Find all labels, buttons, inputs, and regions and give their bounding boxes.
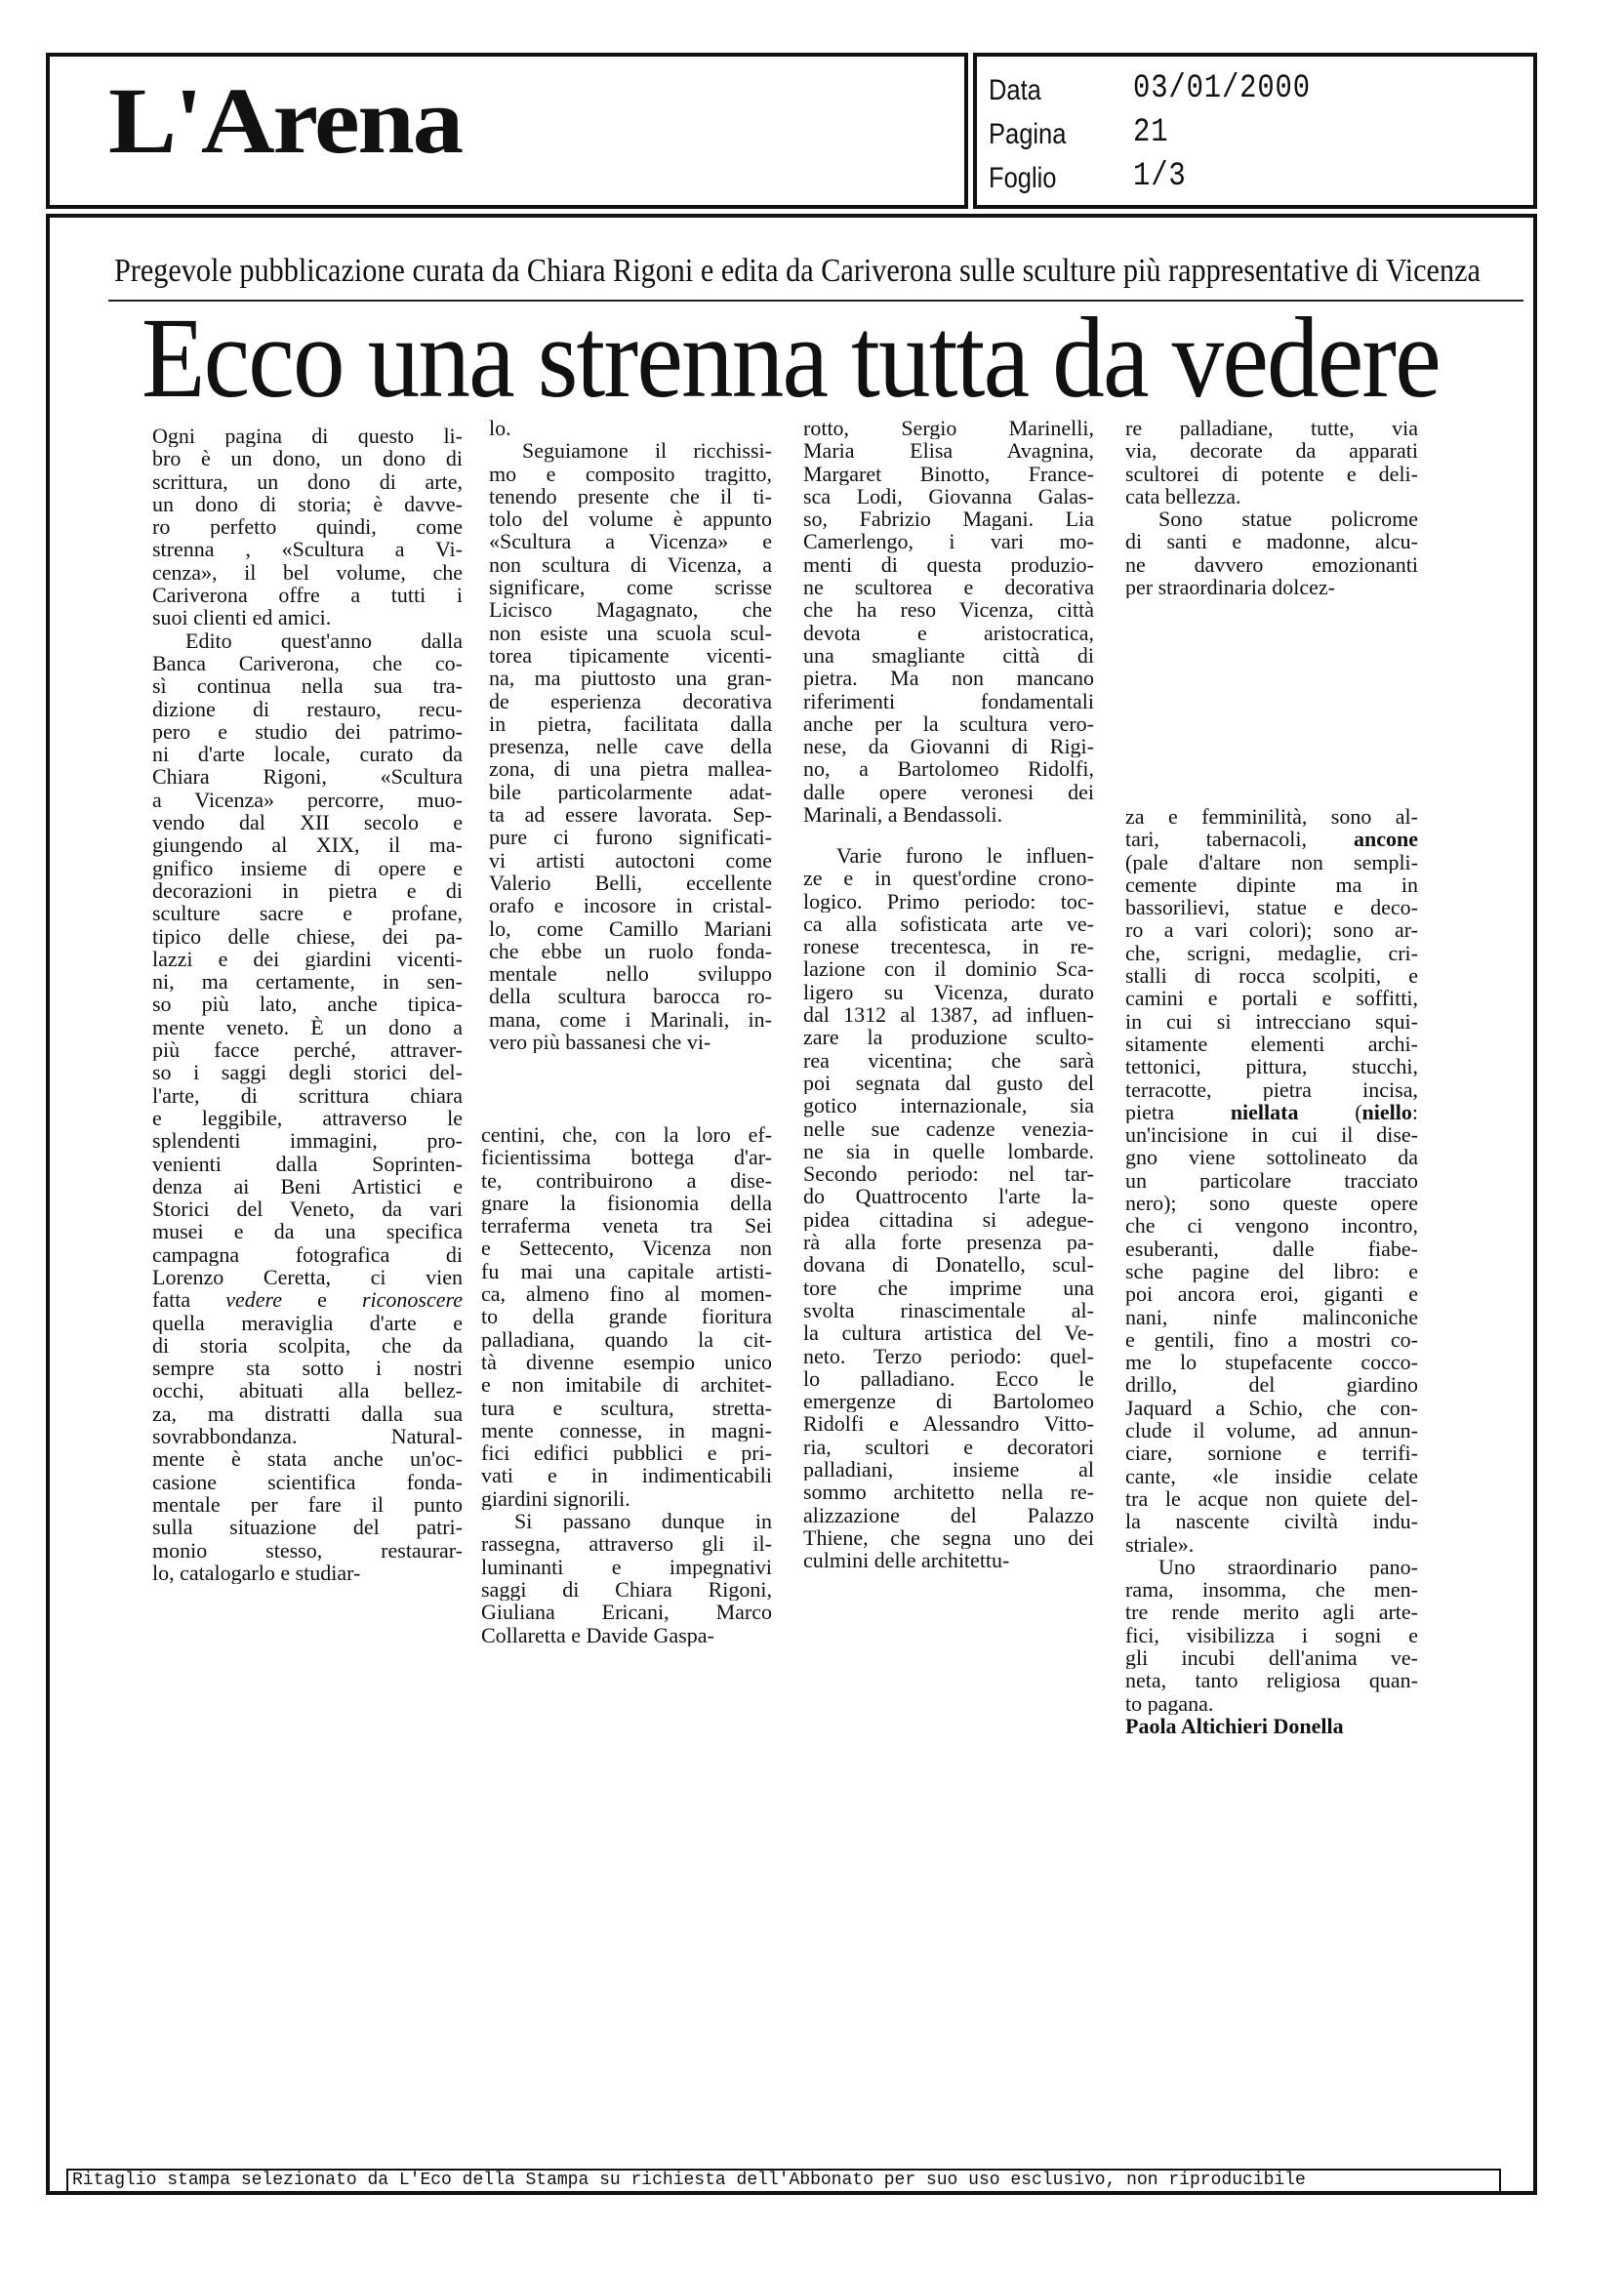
text-line: nese, da Giovanni di Rigi- — [803, 735, 1094, 758]
text-line: to della grande fioritura — [481, 1305, 772, 1328]
text-line: torea tipicamente vicenti- — [489, 643, 772, 668]
column-block — [152, 425, 463, 1584]
text-line: e gentili, fino a mostri co- — [1125, 1327, 1418, 1352]
article-headline: Ecco una strenna tutta da vedere — [142, 294, 1440, 422]
text-line: palladiana, quando la cit- — [481, 1327, 772, 1351]
text-line: gotico internazionale, sia — [803, 1094, 1094, 1117]
text-line: sculture sacre e profane, — [152, 902, 463, 925]
text-line: la nascente civiltà indu- — [1125, 1510, 1418, 1533]
text-line: di storia scolpita, che da — [152, 1333, 463, 1358]
text-line: Si passano dunque in — [514, 1510, 772, 1533]
text-line: pure ci furono significati- — [489, 826, 772, 849]
text-line: della scultura barocca ro- — [489, 985, 772, 1008]
text-line: lazione con il dominio Sca- — [803, 957, 1094, 981]
text-line: vendo dal XII secolo e — [152, 811, 463, 834]
text-line: che ebbe un ruolo fonda- — [489, 939, 772, 963]
text-line: pero e studio dei patrimo- — [152, 719, 463, 744]
text-line: Secondo periodo: nel tar- — [803, 1162, 1094, 1186]
text-line: occhi, abituati alla bellez- — [152, 1379, 463, 1402]
column-block — [481, 1123, 772, 1646]
text-line: più facce perché, attraver- — [152, 1038, 463, 1062]
page-value: 21 — [1133, 114, 1169, 151]
text-line: fu mai una capitale artisti- — [481, 1259, 772, 1283]
text-line: pidea cittadina si adegue- — [803, 1207, 1094, 1232]
text-line: giardini signorili. — [481, 1486, 630, 1511]
text-line: clude il volume, ad annun- — [1125, 1419, 1418, 1442]
text-line: bro è un dono, un dono di — [152, 447, 463, 470]
text-line: rà alla forte presenza pa- — [803, 1231, 1094, 1254]
text-line: Ridolfi e Alessandro Vitto- — [803, 1412, 1094, 1436]
text-line: Collaretta e Davide Gaspa- — [481, 1623, 714, 1646]
text-line: strenna , «Scultura a Vi- — [152, 538, 463, 561]
text-line: sulla situazione del patri- — [152, 1516, 463, 1539]
text-line: dal 1312 al 1387, ad influen- — [803, 1003, 1094, 1027]
text-span: ( — [1298, 1100, 1362, 1124]
text-line: e leggibile, attraverso le — [152, 1106, 463, 1130]
text-span: : — [1411, 1100, 1418, 1124]
text-line: to pagana. — [1125, 1691, 1214, 1715]
text-line: lo, come Camillo Mariani — [489, 916, 772, 940]
date-label: Data — [989, 74, 1041, 106]
text-line: che, scrigni, medaglie, cri- — [1125, 941, 1418, 965]
text-line: Chiara Rigoni, «Scultura — [152, 765, 463, 789]
text-line: ciare, sornione e terrifi- — [1125, 1442, 1418, 1465]
metadata-box — [973, 53, 1537, 209]
date-value: 03/01/2000 — [1133, 70, 1311, 107]
article-subtitle: Pregevole pubblicazione curata da Chiara Rigoni e edita da Cariverona sulle sculture più rappresentative di Vicenza — [114, 253, 1481, 289]
text-line: fici edifici pubblici e pri- — [481, 1442, 772, 1465]
text-line: tà divenne esempio unico — [481, 1350, 772, 1374]
text-line: rama, insomma, che men- — [1125, 1578, 1418, 1602]
text-line: significare, come scrisse — [489, 576, 772, 599]
text-line: de esperienza decorativa — [489, 689, 772, 712]
newspaper-logo: L'Arena — [108, 68, 462, 173]
text-line: lazzi e dei giardini vicenti- — [152, 947, 463, 971]
text-line: la cultura artistica del Ve- — [803, 1321, 1094, 1345]
text-line: vi artisti autoctoni come — [489, 848, 772, 872]
text-line: venienti dalla Soprinten- — [152, 1152, 463, 1175]
text-line: ca alla sofisticata arte ve- — [803, 912, 1094, 936]
text-line: mentale nello sviluppo — [489, 962, 772, 986]
text-line: poi ancora eroi, giganti e — [1125, 1282, 1418, 1306]
text-line: fici, visibilizza i sogni e — [1125, 1623, 1418, 1646]
text-line: rotto, Sergio Marinelli, — [803, 417, 1094, 440]
text-line: presenza, nelle cave della — [489, 735, 772, 758]
text-line: non esiste una scuola scul- — [489, 621, 772, 644]
text-line: te, contribuirono a dise- — [481, 1168, 772, 1192]
text-line: tra le acque non quiete del- — [1125, 1486, 1418, 1511]
text-line: Giuliana Ericani, Marco — [481, 1601, 772, 1624]
text-line: campagna fotografica di — [152, 1242, 463, 1266]
text-line: Margaret Binotto, France- — [803, 462, 1094, 485]
text-line: Edito quest'anno dalla — [185, 629, 463, 652]
text-line: tolo del volume è appunto — [489, 508, 772, 531]
text-line: zona, di una pietra mallea- — [489, 757, 772, 781]
text-line: Licisco Magagnato, che — [489, 598, 772, 622]
text-line: dovana di Donatello, scul- — [803, 1253, 1094, 1277]
text-line: non scultura di Vicenza, a — [489, 552, 772, 577]
text-line: nelle sue cadenze venezia- — [803, 1117, 1094, 1140]
bold-term: ancone — [1354, 828, 1418, 851]
text-line: scrittura, un dono di arte, — [152, 469, 463, 493]
text-line: cemente dipinte ma in — [1125, 873, 1418, 897]
text-line: Lorenzo Ceretta, ci vien — [152, 1265, 463, 1289]
text-line: za, ma distratti dalla sua — [152, 1401, 463, 1426]
text-line: do Quattrocento l'arte la- — [803, 1185, 1094, 1208]
text-line: ne davvero emozionanti — [1125, 552, 1418, 577]
text-line: na, ma piuttosto una gran- — [489, 667, 772, 690]
text-line: ro perfetto quindi, come — [152, 515, 463, 539]
text-line: sitamente elementi archi- — [1125, 1032, 1418, 1056]
text-line: Maria Elisa Avagnina, — [803, 439, 1094, 463]
text-line: no, a Bartolomeo Ridolfi, — [803, 757, 1094, 781]
text-line: via, decorate da apparati — [1125, 439, 1418, 463]
article-box — [46, 214, 1537, 2195]
text-line: (pale d'altare non sempli- — [1125, 850, 1418, 873]
text-line: palladiani, insieme al — [803, 1458, 1094, 1482]
text-line: tore che imprime una — [803, 1276, 1094, 1299]
text-line: alizzazione del Palazzo — [803, 1503, 1094, 1526]
text-line: so i saggi degli storici del- — [152, 1061, 463, 1084]
text-line: ne sia in quelle lombarde. — [803, 1139, 1094, 1163]
text-line — [1125, 1101, 1418, 1123]
text-line: centini, che, con la loro ef- — [481, 1123, 772, 1147]
text-line: tettonici, pittura, stucchi, — [1125, 1055, 1418, 1078]
text-line: cante, «le insidie celate — [1125, 1464, 1418, 1487]
text-line: Marinali, a Bendassoli. — [803, 803, 1003, 827]
text-span: fatta — [152, 1288, 226, 1312]
bold-term: niello — [1361, 1100, 1412, 1124]
text-line: dizione di restauro, recu- — [152, 697, 463, 720]
text-line: sì continua nella sua tra- — [152, 674, 463, 698]
text-line: sempre sta sotto i nostri — [152, 1357, 463, 1380]
text-line: Ogni pagina di questo li- — [152, 425, 463, 448]
text-span: e — [282, 1288, 362, 1312]
text-line: ca, almeno fino al momen- — [481, 1282, 772, 1306]
text-line: che ci vengono incontro, — [1125, 1214, 1418, 1238]
text-line: mo e composito tragitto, — [489, 462, 772, 485]
text-line: bile particolarmente adat- — [489, 780, 772, 804]
text-line: sommo architetto nella re- — [803, 1481, 1094, 1504]
text-line: terracotte, pietra incisa, — [1125, 1077, 1418, 1101]
text-line: ze e in quest'ordine crono- — [803, 867, 1094, 890]
text-line: a Vicenza» percorre, muo- — [152, 788, 463, 812]
text-line: in pietra, facilitata dalla — [489, 711, 772, 736]
text-line: luminanti e impegnativi — [481, 1555, 772, 1578]
text-line: pietra. Ma non mancano — [803, 667, 1094, 690]
text-line: zare la produzione sculto- — [803, 1026, 1094, 1049]
press-clipping-notice: Ritaglio stampa selezionato da L'Eco della Stampa su richiesta dell'Abbonato per suo uso esclusivo, non riproducibile — [66, 2169, 1501, 2193]
text-line: mente è stata anche un'oc- — [152, 1447, 463, 1471]
text-line: striale». — [1125, 1532, 1195, 1556]
text-line: ficientissima bottega d'ar- — [481, 1146, 772, 1169]
text-line: esuberanti, dalle fiabe- — [1125, 1237, 1418, 1260]
column-block — [803, 844, 1094, 1572]
text-line: drillo, del giardino — [1125, 1373, 1418, 1397]
text-line: decorazioni in pietra e di — [152, 878, 463, 903]
text-line: nani, ninfe malinconiche — [1125, 1305, 1418, 1328]
text-line — [1125, 828, 1418, 850]
text-line: so più lato, anche tipica- — [152, 993, 463, 1016]
text-line: denza ai Beni Artistici e — [152, 1174, 463, 1198]
text-line: ro a vari colori); sono ar- — [1125, 918, 1418, 942]
text-line: Storici del Veneto, da vari — [152, 1198, 463, 1221]
text-line: poi segnata dal gusto del — [803, 1071, 1094, 1095]
text-line: riferimenti fondamentali — [803, 689, 1094, 712]
text-line: lo. — [489, 417, 511, 440]
text-span: pietra — [1125, 1100, 1231, 1124]
text-line: sche pagine del libro: e — [1125, 1259, 1418, 1283]
text-line: ligero su Vicenza, durato — [803, 980, 1094, 1004]
text-line: «Scultura a Vicenza» e — [489, 530, 772, 553]
text-line: anche per la scultura vero- — [803, 711, 1094, 736]
text-line: sca Lodi, Giovanna Galas- — [803, 484, 1094, 508]
text-line: stalli di rocca scolpiti, e — [1125, 964, 1418, 988]
text-line: l'arte, di scrittura chiara — [152, 1083, 463, 1107]
text-line: logico. Primo periodo: toc- — [803, 889, 1094, 913]
article-byline: Paola Altichieri Donella — [1125, 1714, 1344, 1738]
text-line: camini e portali e soffitti, — [1125, 987, 1418, 1010]
text-line: Cariverona offre a tutti i — [152, 584, 463, 607]
text-line: gnare la fisionomia della — [481, 1191, 772, 1215]
text-line: gli incubi dell'anima ve- — [1125, 1645, 1418, 1670]
text-line: gno viene sottolineato da — [1125, 1146, 1418, 1169]
text-line: Thiene, che segna uno dei — [803, 1525, 1094, 1550]
text-line: Seguiamone il ricchissi- — [522, 439, 772, 463]
text-line: gnifico insieme di opere e — [152, 856, 463, 879]
text-line: ria, scultori e decoratori — [803, 1435, 1094, 1459]
text-line: za e femminilità, sono al- — [1125, 805, 1418, 829]
text-line: ne scultorea e decorativa — [803, 576, 1094, 599]
text-line: re palladiane, tutte, via — [1125, 417, 1418, 440]
text-line: rea vicentina; che sarà — [803, 1048, 1094, 1072]
text-line: tre rende merito agli arte- — [1125, 1601, 1418, 1624]
text-line: nero); sono queste opere — [1125, 1192, 1418, 1215]
text-line: ta ad essere lavorata. Sep- — [489, 803, 772, 827]
text-line: un'incisione in cui il dise- — [1125, 1123, 1418, 1147]
text-line: sovrabbondanza. Natural- — [152, 1425, 463, 1448]
text-line: per straordinaria dolcez- — [1125, 576, 1335, 599]
text-line: un dono di storia; è davve- — [152, 492, 463, 516]
text-line: splendenti immagini, pro- — [152, 1129, 463, 1153]
text-line: dalle opere veronesi dei — [803, 780, 1094, 804]
text-line: emergenze di Bartolomeo — [803, 1390, 1094, 1413]
column-block — [803, 417, 1094, 826]
text-line: lo palladiano. Ecco le — [803, 1366, 1094, 1391]
italic-term: vedere — [225, 1288, 282, 1312]
text-line: un particolare tracciato — [1125, 1168, 1418, 1193]
text-line: saggi di Chiara Rigoni, — [481, 1577, 772, 1602]
text-span: tari, tabernacoli, — [1125, 828, 1354, 851]
text-line: menti di questa produzio- — [803, 552, 1094, 577]
text-line: mente connesse, in magni- — [481, 1418, 772, 1442]
text-line: Valerio Belli, eccellente — [489, 871, 772, 895]
text-line: vero più bassanesi che vi- — [489, 1031, 711, 1054]
text-line: giungendo al XIX, il ma- — [152, 833, 463, 857]
text-line: ronese trecentesca, in re- — [803, 935, 1094, 958]
text-line: e non imitabile di architet- — [481, 1373, 772, 1397]
text-line: in cui si intrecciano squi- — [1125, 1009, 1418, 1033]
text-line: di santi e madonne, alcu- — [1125, 530, 1418, 553]
text-line: mente veneto. È un dono a — [152, 1015, 463, 1039]
text-line: suoi clienti ed amici. — [152, 606, 332, 629]
text-line: rassegna, attraverso gli il- — [481, 1532, 772, 1556]
text-line: neta, tanto religiosa quan- — [1125, 1669, 1418, 1692]
text-line: devota e aristocratica, — [803, 621, 1094, 644]
text-line: Varie furono le influen- — [836, 844, 1094, 868]
text-line: svolta rinascimentale al- — [803, 1298, 1094, 1322]
text-line: musei e da una specifica — [152, 1220, 463, 1243]
text-line: monio stesso, restaurar- — [152, 1538, 463, 1562]
text-line: lo, catalogarlo e studiar- — [152, 1561, 361, 1585]
text-line: Sono statue policrome — [1158, 508, 1418, 531]
text-line: orafo e incosore in cristal- — [489, 894, 772, 917]
text-line: mentale per fare il punto — [152, 1492, 463, 1517]
masthead-box — [46, 53, 968, 209]
text-line: mana, come i Marinali, in- — [489, 1007, 772, 1032]
text-line: casione scientifica fonda- — [152, 1470, 463, 1493]
text-line: ni d'arte locale, curato da — [152, 743, 463, 766]
text-line: cata bellezza. — [1125, 484, 1241, 508]
italic-term: riconoscere — [361, 1288, 463, 1312]
text-line: tura e scultura, stretta- — [481, 1396, 772, 1419]
text-line: una smagliante città di — [803, 643, 1094, 668]
text-line: e Settecento, Vicenza non — [481, 1237, 772, 1260]
text-line: cenza», il bel volume, che — [152, 560, 463, 585]
text-line: Jaquard a Schio, che con- — [1125, 1396, 1418, 1420]
text-line: quella meraviglia d'arte e — [152, 1311, 463, 1334]
text-line: ni, ma certamente, in sen- — [152, 970, 463, 994]
text-line: Camerlengo, i vari mo- — [803, 530, 1094, 553]
text-line: Banca Cariverona, che co- — [152, 651, 463, 675]
text-line: tenendo presente che il ti- — [489, 484, 772, 508]
column-block — [1125, 417, 1418, 598]
text-line: culmini delle architettu- — [803, 1549, 1010, 1572]
text-line: me lo stupefacente cocco- — [1125, 1351, 1418, 1374]
text-line: tipico delle chiese, dei pa- — [152, 924, 463, 948]
column-block — [1125, 805, 1418, 1737]
text-line: Uno straordinario pano- — [1158, 1555, 1418, 1579]
text-line: scultorei di potente e deli- — [1125, 462, 1418, 485]
text-line — [152, 1288, 463, 1311]
text-line: bassorilievi, statue e deco- — [1125, 896, 1418, 919]
column-block — [489, 417, 772, 1053]
text-line: vati e in indimenticabili — [481, 1464, 772, 1487]
text-line: so, Fabrizio Magani. Lia — [803, 508, 1094, 531]
sheet-value: 1/3 — [1133, 158, 1187, 195]
text-line: terraferma veneta tra Sei — [481, 1214, 772, 1238]
sheet-label: Foglio — [989, 162, 1057, 194]
bold-term: niellata — [1230, 1100, 1299, 1124]
text-line: che ha reso Vicenza, città — [803, 598, 1094, 622]
page-label: Pagina — [989, 118, 1067, 150]
text-line: neto. Terzo periodo: quel- — [803, 1344, 1094, 1367]
